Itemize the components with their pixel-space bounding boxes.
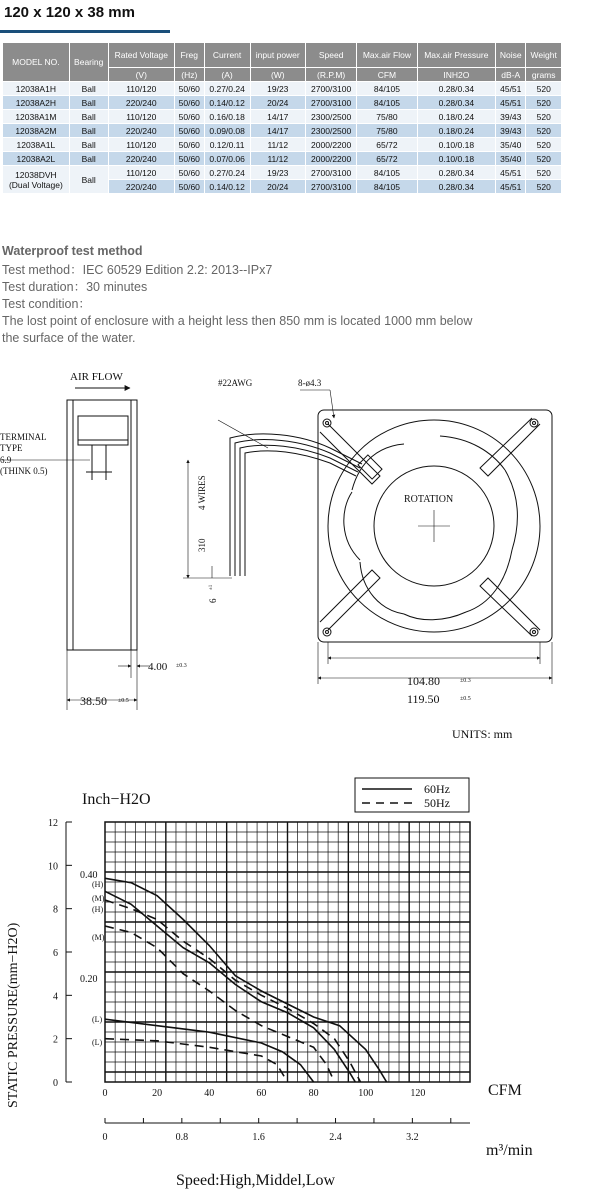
curve-label-h: (H) (92, 880, 104, 889)
m3-label: m³/min (486, 1142, 533, 1159)
speed-caption: Speed:High,Middel,Low (176, 1172, 336, 1189)
table-cell: 520 (526, 152, 562, 166)
column-header: Max.air Flow (357, 43, 417, 68)
table-cell: 0.10/0.18 (417, 152, 496, 166)
tol-104-80: ±0.3 (460, 678, 471, 684)
table-cell: 0.16/0.18 (204, 110, 250, 124)
table-cell: 2700/3100 (306, 180, 357, 194)
table-cell: 0.14/0.12 (204, 96, 250, 110)
mechanical-drawing (0, 360, 590, 750)
table-cell: 39/43 (496, 110, 526, 124)
table-cell: 35/40 (496, 152, 526, 166)
table-cell: 84/105 (357, 82, 417, 96)
table-cell: 0.07/0.06 (204, 152, 250, 166)
secondary-x-tick-label: 1.6 (252, 1132, 265, 1143)
table-cell: 0.27/0.24 (204, 166, 250, 180)
table-cell: 65/72 (357, 138, 417, 152)
pq-grid (105, 822, 470, 1082)
terminal-label-4: (THINK 0.5) (0, 466, 48, 476)
table-cell: 0.09/0.08 (204, 124, 250, 138)
table-cell: 0.28/0.34 (417, 82, 496, 96)
table-cell: 220/240 (108, 124, 174, 138)
column-unit: (Hz) (174, 68, 204, 82)
column-header: Current (204, 43, 250, 68)
pq-chart (0, 770, 590, 1200)
table-cell: 11/12 (250, 152, 306, 166)
column-unit: INH2O (417, 68, 496, 82)
table-cell: 50/60 (174, 96, 204, 110)
table-cell: Ball (69, 152, 108, 166)
table-cell: 50/60 (174, 152, 204, 166)
tol-38-50: ±0.5 (118, 698, 129, 704)
pq-curves (105, 878, 387, 1082)
curve-label-m-50: (M) (92, 933, 105, 942)
table-cell: 0.28/0.34 (417, 96, 496, 110)
inch-tick-040: 0.40 (80, 870, 98, 881)
table-cell: 50/60 (174, 124, 204, 138)
table-cell: 0.14/0.12 (204, 180, 250, 194)
table-cell: 520 (526, 82, 562, 96)
dual-model-name: 12038DVH (15, 169, 57, 180)
column-header: Bearing (69, 43, 108, 82)
table-cell: 0.18/0.24 (417, 110, 496, 124)
y-tick-label: 2 (53, 1034, 58, 1046)
inch-h2o-label: Inch−H2O (82, 791, 151, 808)
table-cell: 12038A1M (3, 110, 70, 124)
table-cell: 520 (526, 96, 562, 110)
cfm-label: CFM (488, 1082, 522, 1099)
terminal-label-2: TYPE (0, 443, 23, 453)
table-cell: Ball (69, 96, 108, 110)
x-tick-label: 120 (410, 1088, 426, 1099)
table-cell: 110/120 (108, 138, 174, 152)
pq-ticks (48, 818, 470, 1143)
table-cell: 45/51 (496, 166, 526, 180)
pq-curve-m-50hz (105, 926, 334, 1082)
table-cell: 0.27/0.24 (204, 82, 250, 96)
x-tick-label: 100 (358, 1088, 374, 1099)
column-unit: grams (526, 68, 562, 82)
table-row (3, 124, 562, 138)
column-header: Freg (174, 43, 204, 68)
legend-box (355, 778, 469, 812)
table-row (3, 96, 562, 110)
x-tick-label: 60 (256, 1088, 267, 1099)
air-flow-label: AIR FLOW (70, 371, 123, 383)
x-tick-label: 20 (152, 1088, 163, 1099)
secondary-x-tick-label: 0.8 (175, 1132, 189, 1143)
column-header: Max.air Pressure (417, 43, 496, 68)
y-tick-label: 10 (48, 861, 58, 873)
table-cell: 0.12/0.11 (204, 138, 250, 152)
column-header: Noise (496, 43, 526, 68)
table-cell: 520 (526, 166, 562, 180)
front-view (300, 390, 552, 684)
inch-tick-020: 0.20 (80, 974, 98, 985)
table-cell: 110/120 (108, 166, 174, 180)
table-cell: 520 (526, 180, 562, 194)
column-unit: (V) (108, 68, 174, 82)
table-cell: 2700/3100 (306, 96, 357, 110)
table-row (3, 82, 562, 96)
column-header: Weight (526, 43, 562, 68)
table-cell: 2700/3100 (306, 82, 357, 96)
four-wires-label: 4 WIRES (197, 475, 207, 510)
curve-label-l: (L) (92, 1015, 103, 1024)
table-cell: 2000/2200 (306, 152, 357, 166)
x-tick-label: 80 (308, 1088, 319, 1099)
table-row (3, 138, 562, 152)
table-cell: 45/51 (496, 96, 526, 110)
table-cell: 35/40 (496, 138, 526, 152)
table-cell: 0.10/0.18 (417, 138, 496, 152)
table-cell: 2300/2500 (306, 110, 357, 124)
y-tick-label: 4 (53, 991, 58, 1003)
table-cell: 20/24 (250, 180, 306, 194)
table-cell: 11/12 (250, 138, 306, 152)
table-cell: 0.28/0.34 (417, 180, 496, 194)
dual-model-sub: (Dual Voltage) (8, 179, 63, 190)
waterproof-condition-text-1: The lost point of enclosure with a height less then 850 mm is located 1000 mm below (2, 314, 473, 328)
dual-voltage-model (3, 166, 70, 194)
table-cell: 220/240 (108, 96, 174, 110)
table-cell: 20/24 (250, 96, 306, 110)
column-unit: (R.P.M) (306, 68, 357, 82)
waterproof-method: Test method：IEC 60529 Edition 2.2: 2013--IPx7 (2, 263, 273, 277)
table-cell: 12038A2L (3, 152, 70, 166)
table-cell: 84/105 (357, 96, 417, 110)
table-cell: 39/43 (496, 124, 526, 138)
secondary-x-tick-label: 3.2 (406, 1132, 419, 1143)
waterproof-duration: Test duration：30 minutes (2, 280, 148, 294)
awg-label: #22AWG (218, 378, 253, 388)
table-cell: 50/60 (174, 110, 204, 124)
y-tick-label: 0 (53, 1078, 58, 1089)
title-underline (0, 30, 170, 33)
pq-curve-h-60hz (105, 878, 387, 1082)
page-title: 120 x 120 x 38 mm (4, 4, 135, 21)
table-cell: 50/60 (174, 166, 204, 180)
table-cell: 75/80 (357, 110, 417, 124)
waterproof-heading: Waterproof test method (2, 244, 143, 258)
x-tick-label: 40 (204, 1088, 215, 1099)
pq-curve-h-50hz (105, 900, 361, 1082)
column-header: Speed (306, 43, 357, 68)
table-cell: 50/60 (174, 82, 204, 96)
column-header: Rated Voltage (108, 43, 174, 68)
table-cell: 520 (526, 110, 562, 124)
y-tick-label: 8 (53, 904, 58, 916)
curve-label-l-50: (L) (92, 1038, 103, 1047)
y-tick-label: 12 (48, 818, 58, 829)
column-unit: (W) (250, 68, 306, 82)
table-cell: 520 (526, 124, 562, 138)
table-cell: 2300/2500 (306, 124, 357, 138)
legend-50hz: 50Hz (424, 796, 450, 810)
table-cell: Ball (69, 82, 108, 96)
table-cell: 50/60 (174, 180, 204, 194)
column-unit: (A) (204, 68, 250, 82)
table-cell: 14/17 (250, 110, 306, 124)
holes-label: 8-ø4.3 (298, 378, 322, 388)
table-cell: Ball (69, 110, 108, 124)
terminal-label-1: TERMINAL (0, 432, 47, 442)
waterproof-condition: Test condition： (2, 297, 91, 311)
secondary-x-tick-label: 0 (102, 1132, 108, 1143)
table-row (3, 166, 562, 180)
table-cell: 220/240 (108, 180, 174, 194)
waterproof-condition-text-2: the surface of the water. (2, 331, 136, 345)
table-cell: Ball (69, 138, 108, 152)
waterproof-section (2, 244, 582, 347)
lead-strip-tol: ±1 (209, 584, 214, 590)
table-cell: 65/72 (357, 152, 417, 166)
table-cell: 12038A2H (3, 96, 70, 110)
secondary-x-tick-label: 2.4 (329, 1132, 342, 1143)
dim-38-50: 38.50 (80, 694, 107, 708)
lead-wires (183, 420, 362, 578)
dim-4-00: 4.00 (148, 661, 168, 673)
table-cell: 12038A2M (3, 124, 70, 138)
table-cell: 520 (526, 138, 562, 152)
table-cell: 12038A1L (3, 138, 70, 152)
legend-60hz: 60Hz (424, 782, 450, 796)
spec-table (2, 42, 562, 194)
table-row (3, 110, 562, 124)
column-header: MODEL NO. (3, 43, 70, 82)
table-row (3, 152, 562, 166)
table-cell: 45/51 (496, 82, 526, 96)
y-axis-label: STATIC PRESSURE(mm−H2O) (6, 922, 21, 1108)
table-cell: 0.18/0.24 (417, 124, 496, 138)
tol-4-00: ±0.3 (176, 663, 187, 669)
terminal-label-3: 6.9 (0, 455, 12, 465)
x-tick-label: 0 (102, 1088, 108, 1099)
lead-strip-label: 6 (208, 598, 218, 603)
table-cell: 75/80 (357, 124, 417, 138)
dim-104-80: 104.80 (407, 674, 440, 688)
table-cell: 110/120 (108, 82, 174, 96)
curve-label-m: (M) (92, 894, 105, 903)
table-cell: 12038A1H (3, 82, 70, 96)
table-cell: 19/23 (250, 166, 306, 180)
column-unit: CFM (357, 68, 417, 82)
dual-bearing: Ball (69, 166, 108, 194)
curve-label-h-50: (H) (92, 905, 104, 914)
units-label: UNITS: mm (452, 727, 513, 741)
table-cell: 19/23 (250, 82, 306, 96)
table-cell: 14/17 (250, 124, 306, 138)
lead-length-label: 310 (197, 538, 207, 552)
table-cell: 220/240 (108, 152, 174, 166)
table-cell: 2000/2200 (306, 138, 357, 152)
dim-119-50: 119.50 (407, 692, 440, 706)
y-tick-label: 6 (53, 948, 58, 959)
rotation-label: ROTATION (404, 494, 454, 505)
table-cell: Ball (69, 124, 108, 138)
table-cell: 84/105 (357, 180, 417, 194)
table-cell: 50/60 (174, 138, 204, 152)
table-cell: 110/120 (108, 110, 174, 124)
table-cell: 45/51 (496, 180, 526, 194)
column-header: input power (250, 43, 306, 68)
column-unit: dB-A (496, 68, 526, 82)
table-cell: 2700/3100 (306, 166, 357, 180)
table-cell: 0.28/0.34 (417, 166, 496, 180)
tol-119-50: ±0.5 (460, 696, 471, 702)
table-cell: 84/105 (357, 166, 417, 180)
